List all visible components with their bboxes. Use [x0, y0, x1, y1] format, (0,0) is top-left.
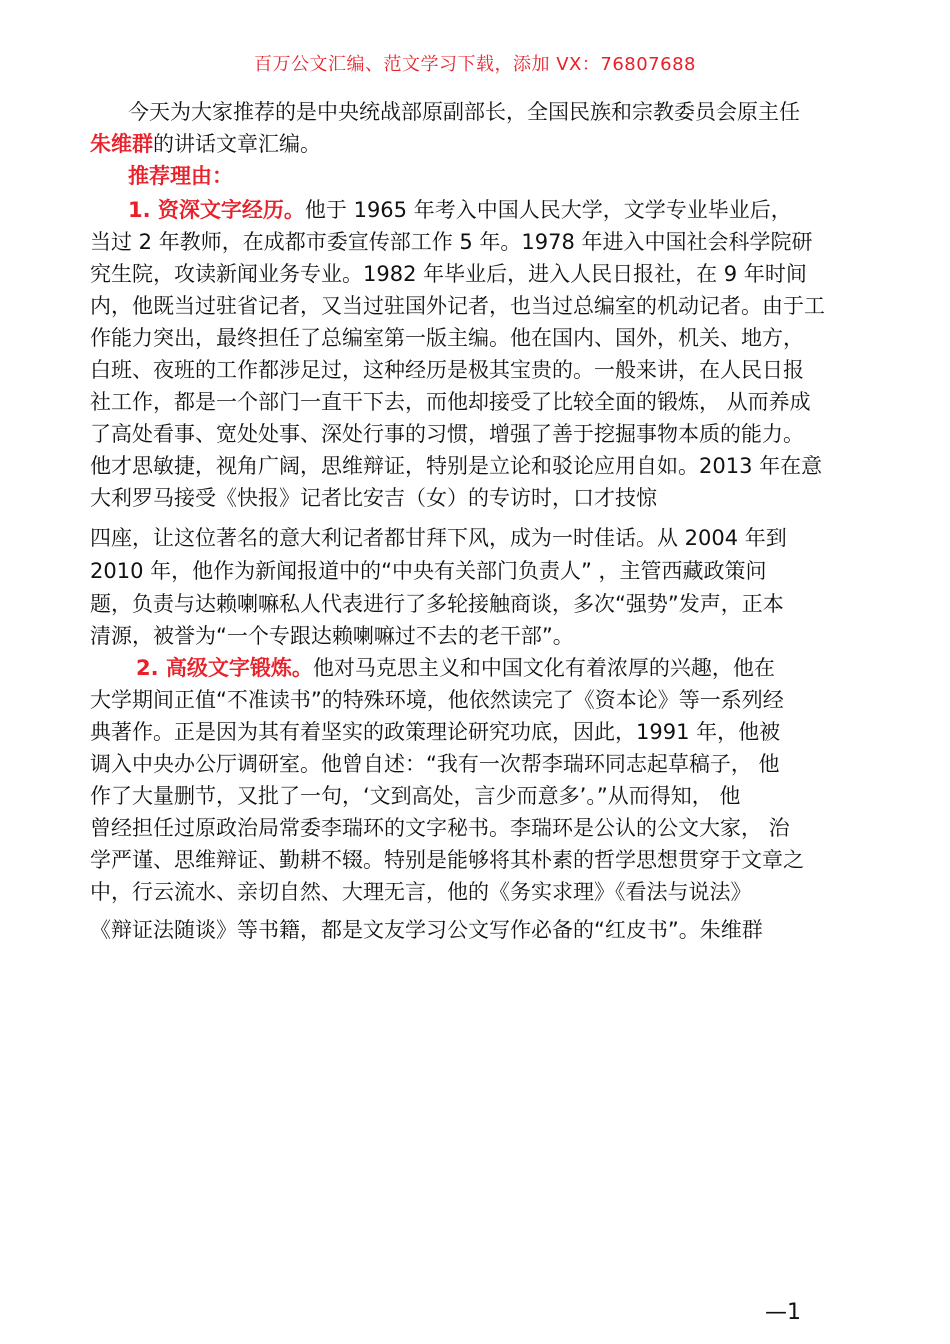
section1-first-line-rest: 他于 1965 年考入中国人民大学，文学专业毕业后， — [304, 198, 792, 222]
person-name: 朱维群 — [90, 132, 153, 156]
intro-line-2-rest: 的讲话文章汇编。 — [153, 132, 321, 156]
section2-first-line-rest: 他对马克思主义和中国文化有着浓厚的兴趣，他在 — [312, 656, 775, 680]
section1-line: 社工作，都是一个部门一直干下去，而他却接受了比较全面的锻炼， 从而养成 — [90, 390, 811, 414]
section1-line: 内，他既当过驻省记者，又当过驻国外记者，也当过总编室的机动记者。由于工 — [90, 294, 825, 318]
section1-line: 大利罗马接受《快报》记者比安吉（女）的专访时，口才技惊 — [90, 486, 657, 510]
section2-first-line — [136, 652, 916, 684]
section1-line: 2010 年，他作为新闻报道中的“中央有关部门负责人” ，主管西藏政策问 — [90, 559, 767, 583]
section2-line: 学严谨、思维辩证、勤耕不辍。特别是能够将其朴素的哲学思想贯穿于文章之 — [90, 848, 804, 872]
section2-line: 《辩证法随谈》等书籍，都是文友学习公文写作必备的“红皮书”。朱维群 — [90, 918, 763, 942]
section2-line: 大学期间正值“不准读书”的特殊环境，他依然读完了《资本论》等一系列经 — [90, 688, 784, 712]
section1-first-line — [128, 194, 908, 226]
page-number: —1 — [765, 1300, 801, 1325]
section2-line: 典著作。正是因为其有着坚实的政策理论研究功底，因此，1991 年，他被 — [90, 720, 781, 744]
section1-line: 他才思敏捷，视角广阔，思维辩证，特别是立论和驳论应用自如。2013 年在意 — [90, 454, 823, 478]
section2-line: 作了大量删节，又批了一句，‘文到高处，言少而意多’。”从而得知， 他 — [90, 784, 741, 808]
section1-line: 四座，让这位著名的意大利记者都甘拜下风，成为一时佳话。从 2004 年到 — [90, 526, 787, 550]
section1-line: 清源，被誉为“一个专跟达赖喇嘛过不去的老干部”。 — [90, 624, 574, 648]
section1-line: 究生院，攻读新闻业务专业。1982 年毕业后，进入人民日报社，在 9 年时间 — [90, 262, 807, 286]
section1-line: 了高处看事、宽处处事、深处行事的习惯，增强了善于挖掘事物本质的能力。 — [90, 422, 804, 446]
section1-line: 作能力突出，最终担任了总编室第一版主编。他在国内、国外，机关、地方， — [90, 326, 804, 350]
section2-line: 曾经担任过原政治局常委李瑞环的文字秘书。李瑞环是公认的公文大家， 治 — [90, 816, 790, 840]
section1-line: 当过 2 年教师，在成都市委宣传部工作 5 年。1978 年进入中国社会科学院研 — [90, 230, 813, 254]
section1-line: 题，负责与达赖喇嘛私人代表进行了多轮接触商谈，多次“强势”发声，正本 — [90, 592, 784, 616]
section1-line: 白班、夜班的工作都涉足过，这种经历是极其宝贵的。一般来讲，在人民日报 — [90, 358, 804, 382]
reason-title: 推荐理由： — [128, 164, 233, 188]
section2-line: 中，行云流水、亲切自然、大理无言，他的《务实求理》《看法与说法》 — [90, 880, 752, 904]
header-watermark: 百万公文汇编、范文学习下载，添加 VX：76807688 — [254, 54, 696, 75]
intro-line-1: 今天为大家推荐的是中央统战部原副部长，全国民族和宗教委员会原主任 — [128, 100, 800, 124]
intro-line-2 — [90, 128, 870, 160]
section1-heading: 1. 资深文字经历。 — [128, 198, 305, 222]
section2-heading: 2. 高级文字锻炼。 — [136, 656, 313, 680]
section2-line: 调入中央办公厅调研室。他曾自述：“我有一次帮李瑞环同志起草稿子， 他 — [90, 752, 780, 776]
